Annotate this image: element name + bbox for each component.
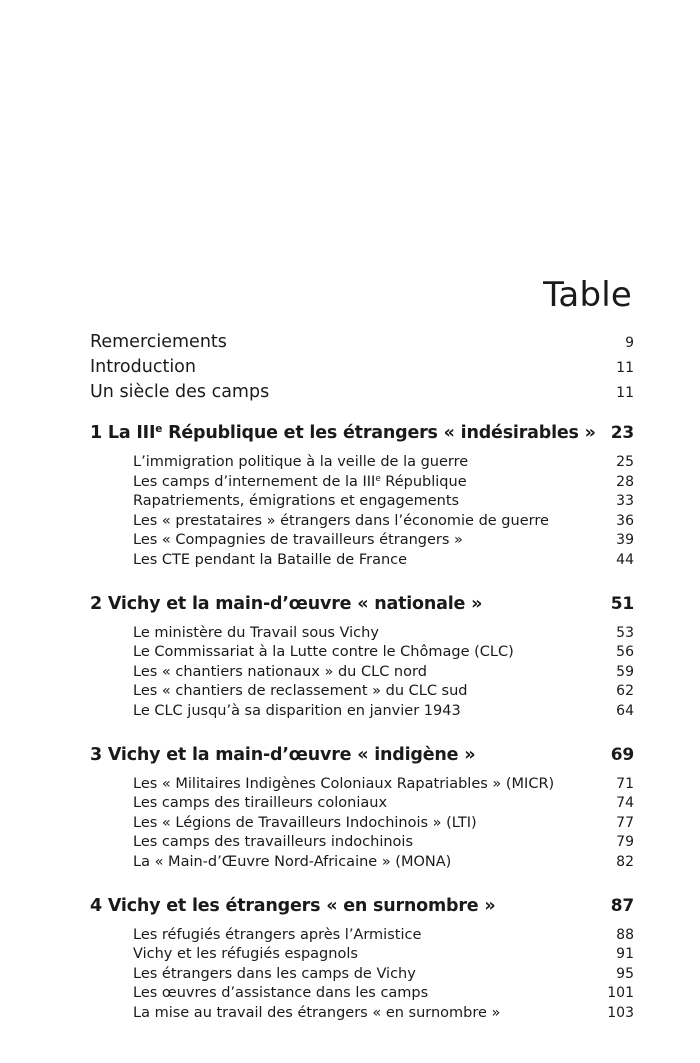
section-entry <box>90 682 634 702</box>
section-entry <box>90 531 634 551</box>
section-entry <box>90 624 634 644</box>
chapter-heading-2 <box>90 590 634 618</box>
chapter-heading-3 <box>90 741 634 769</box>
section-page: 28 <box>616 473 634 490</box>
section-label: Les « chantiers de reclassement » du CLC sud <box>133 683 468 700</box>
section-entry <box>90 512 634 532</box>
section-label: Le CLC jusqu’à sa disparition en janvier 1943 <box>133 702 461 719</box>
entry-label: Un siècle des camps <box>90 382 270 402</box>
section-entry <box>90 945 634 965</box>
entry-page: 11 <box>616 385 634 401</box>
section-label: La mise au travail des étrangers « en surnombre » <box>133 1004 501 1021</box>
section-label: Les étrangers dans les camps de Vichy <box>133 965 416 982</box>
toc-entry-remerciements <box>90 330 634 355</box>
section-label: Les réfugiés étrangers après l’Armistice <box>133 926 422 943</box>
chapter-label: 2 Vichy et la main-d’œuvre « nationale » <box>90 593 483 614</box>
chapter-page: 69 <box>610 744 634 765</box>
section-entry <box>90 775 634 795</box>
section-page: 95 <box>616 965 634 982</box>
section-entry <box>90 663 634 683</box>
chapter-page: 23 <box>610 423 634 443</box>
section-page: 88 <box>616 926 634 943</box>
section-entry <box>90 794 634 814</box>
entry-label: Remerciements <box>90 332 227 352</box>
toc-list <box>90 330 634 1023</box>
section-page: 103 <box>607 1004 634 1021</box>
section-entry <box>90 643 634 663</box>
toc-entry-siecle-des-camps <box>90 380 634 405</box>
chapter-heading-4 <box>90 892 634 920</box>
chapter-label: 3 Vichy et la main-d’œuvre « indigène » <box>90 744 476 765</box>
section-label: La « Main-d’Œuvre Nord-Africaine » (MONA) <box>133 853 452 870</box>
section-page: 53 <box>616 624 634 641</box>
section-entry <box>90 473 634 493</box>
section-page: 82 <box>616 853 634 870</box>
section-page: 77 <box>616 814 634 831</box>
section-entry <box>90 814 634 834</box>
entry-label: Introduction <box>90 357 196 377</box>
section-page: 33 <box>616 493 634 510</box>
section-page: 71 <box>616 775 634 792</box>
section-page: 36 <box>616 512 634 529</box>
section-label: Les « Légions de Travailleurs Indochinois » (LTI) <box>133 814 477 831</box>
section-page: 79 <box>616 834 634 851</box>
section-page: 56 <box>616 644 634 661</box>
toc-entry-introduction <box>90 355 634 380</box>
section-page: 74 <box>616 795 634 812</box>
chapter-page: 51 <box>610 593 634 614</box>
section-entry <box>90 926 634 946</box>
page-title: Table <box>543 274 632 315</box>
section-label: L’immigration politique à la veille de la guerre <box>133 454 469 470</box>
section-label: Le Commissariat à la Lutte contre le Chômage (CLC) <box>133 644 514 661</box>
section-label: Les camps d’internement de la IIIe République <box>133 473 467 490</box>
section-label: Les « Militaires Indigènes Coloniaux Rapatriables » (MICR) <box>133 775 555 792</box>
section-page: 44 <box>616 551 634 568</box>
section-label: Les œuvres d’assistance dans les camps <box>133 985 429 1002</box>
section-page: 59 <box>616 663 634 680</box>
section-label: Les camps des tirailleurs coloniaux <box>133 795 388 812</box>
section-label: Rapatriements, émigrations et engagements <box>133 493 460 510</box>
entry-page: 9 <box>625 335 634 351</box>
chapter-heading-1 <box>90 419 634 447</box>
section-label: Le ministère du Travail sous Vichy <box>133 624 379 641</box>
section-entry <box>90 551 634 571</box>
section-label: Les camps des travailleurs indochinois <box>133 834 413 851</box>
section-entry <box>90 1004 634 1024</box>
section-page: 62 <box>616 683 634 700</box>
section-label: Les « prestataires » étrangers dans l’économie de guerre <box>133 512 549 529</box>
section-entry <box>90 965 634 985</box>
section-label: Les CTE pendant la Bataille de France <box>133 551 408 568</box>
section-page: 64 <box>616 702 634 719</box>
section-page: 39 <box>616 532 634 549</box>
section-label: Les « Compagnies de travailleurs étrangers » <box>133 532 463 549</box>
section-label: Vichy et les réfugiés espagnols <box>133 946 358 963</box>
chapter-label: 1 La IIIe République et les étrangers « indésirables » <box>90 423 596 443</box>
entry-page: 11 <box>616 360 634 376</box>
section-entry <box>90 453 634 473</box>
chapter-page: 87 <box>610 895 634 916</box>
section-entry <box>90 702 634 722</box>
section-page: 101 <box>607 985 634 1002</box>
section-page: 25 <box>616 454 634 470</box>
section-label: Les « chantiers nationaux » du CLC nord <box>133 663 427 680</box>
section-entry <box>90 492 634 512</box>
section-entry <box>90 853 634 873</box>
section-entry <box>90 833 634 853</box>
section-page: 91 <box>616 946 634 963</box>
section-entry <box>90 984 634 1004</box>
chapter-label: 4 Vichy et les étrangers « en surnombre » <box>90 895 496 916</box>
